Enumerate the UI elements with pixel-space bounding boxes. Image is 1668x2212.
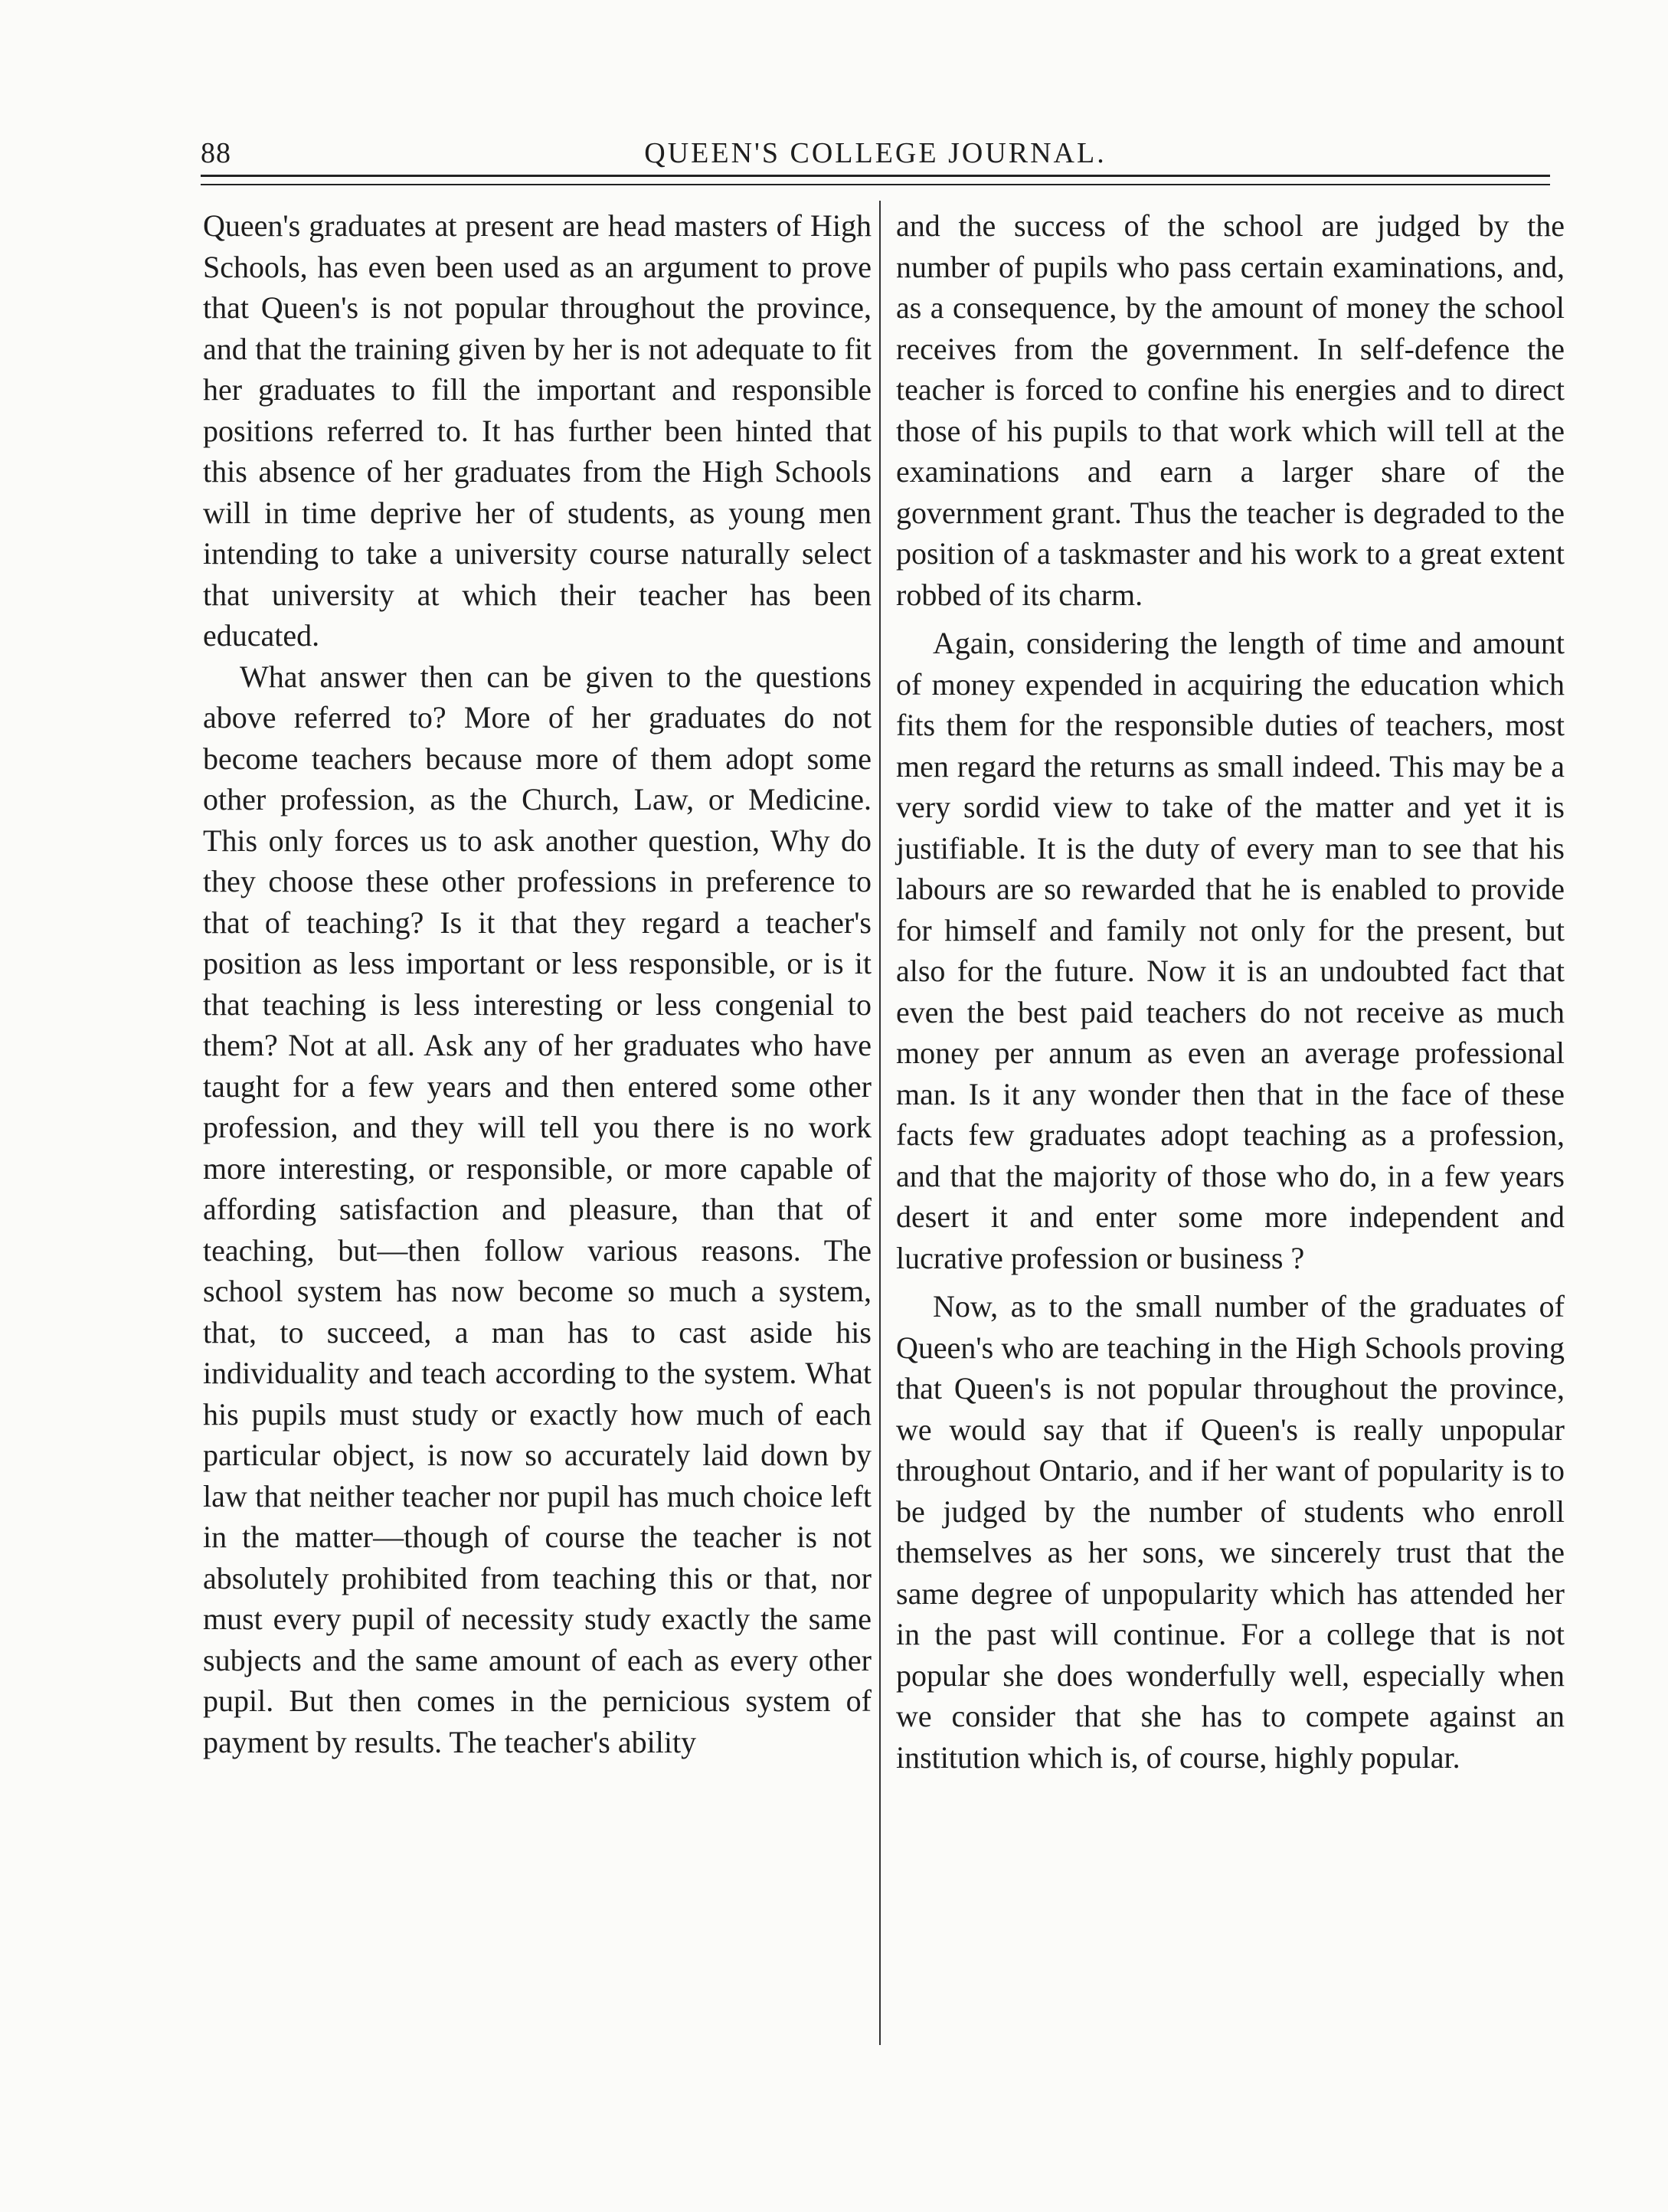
page-number: 88 <box>201 137 231 169</box>
right-column <box>896 205 1565 1778</box>
right-paragraph-2: Again, considering the length of time and amount of money expended in acquiring the education which fits them for the responsible duties of teachers, most men regard the returns as small indeed. This may be a very sordid view to take of the matter and yet it is justifiable. It is the duty of every man to see that his labours are so rewarded that he is enabled to provide for himself and family not only for the present, but also for the future. Now it is an undoubted fact that even the best paid teachers do not receive as much money per annum as even an average professional man. Is it any wonder then that in the face of these facts few graduates adopt teaching as a profession, and that the majority of those who do, in a few years desert it and enter some more independent and lucrative profession or business ? <box>896 626 1565 1275</box>
left-paragraph-1: Queen's graduates at present are head masters of High Schools, has even been used as an argument to prove that Queen's is not popular throughout the province, and that the training given by her is not adequate to fit her graduates to fill the important and responsible positions referred to. It has further been hinted that this absence of her graduates from the High Schools will in time deprive her of students, as young men intending to take a university course naturally select that university at which their teacher has been educated. <box>203 208 872 653</box>
left-paragraph-2: What answer then can be given to the questions above referred to? More of her graduates do not become teachers because more of them adopt some other profession, as the Church, Law, or Medicine. This only forces us to ask another question, Why do they choose these other professions in preference to that of teaching? Is it that they regard a teacher's position as less important or less responsible, or is it that teaching is less interesting or less congenial to them? Not at all. Ask any of her graduates who have taught for a few years and then entered some other profession, and they will tell you there is no work more interesting, or responsible, or more capable of affording satisfaction and pleasure, than that of teaching, but—then follow various reasons. The school system has now become so much a system, that, to succeed, a man has to cast aside his individuality and teach according to the system. What his pupils must study or exactly how much of each particular object, is now so accurately laid down by law that neither teacher nor pupil has much choice left in the matter—though of course the teacher is not absolutely prohibited from teaching this or that, nor must every pupil of necessity study exactly the same subjects and the same amount of each as every other pupil. But then comes in the pernicious system of payment by results. The teacher's ability <box>203 659 872 1759</box>
header-rule-secondary <box>201 184 1550 185</box>
column-divider <box>879 201 881 2045</box>
right-paragraph-3: Now, as to the small number of the graduates of Queen's who are teaching in the High Schools proving that Queen's is not popular throughout the province, we would say that if Queen's is really unpopular throughout Ontario, and if her want of popularity is to be judged by the number of students who enroll themselves as her sons, we sincerely trust that the same degree of unpopularity which has attended her in the past will continue. For a college that is not popular she does wonderfully well, especially when we consider that she has to compete against an institution which is, of course, highly popular. <box>896 1289 1565 1775</box>
header-rule <box>201 175 1550 177</box>
right-paragraph-1: and the success of the school are judged by the number of pupils who pass certain examinations, and, as a consequence, by the amount of money the school receives from the government. In self-defence the teacher is forced to confine his energies and to direct those of his pupils to that work which will tell at the examinations and earn a larger share of the government grant. Thus the teacher is degraded to the position of a taskmaster and his work to a great extent robbed of its charm. <box>896 208 1565 612</box>
page-header <box>201 135 1550 181</box>
running-title: QUEEN'S COLLEGE JOURNAL. <box>644 137 1107 169</box>
left-column <box>203 205 872 1762</box>
